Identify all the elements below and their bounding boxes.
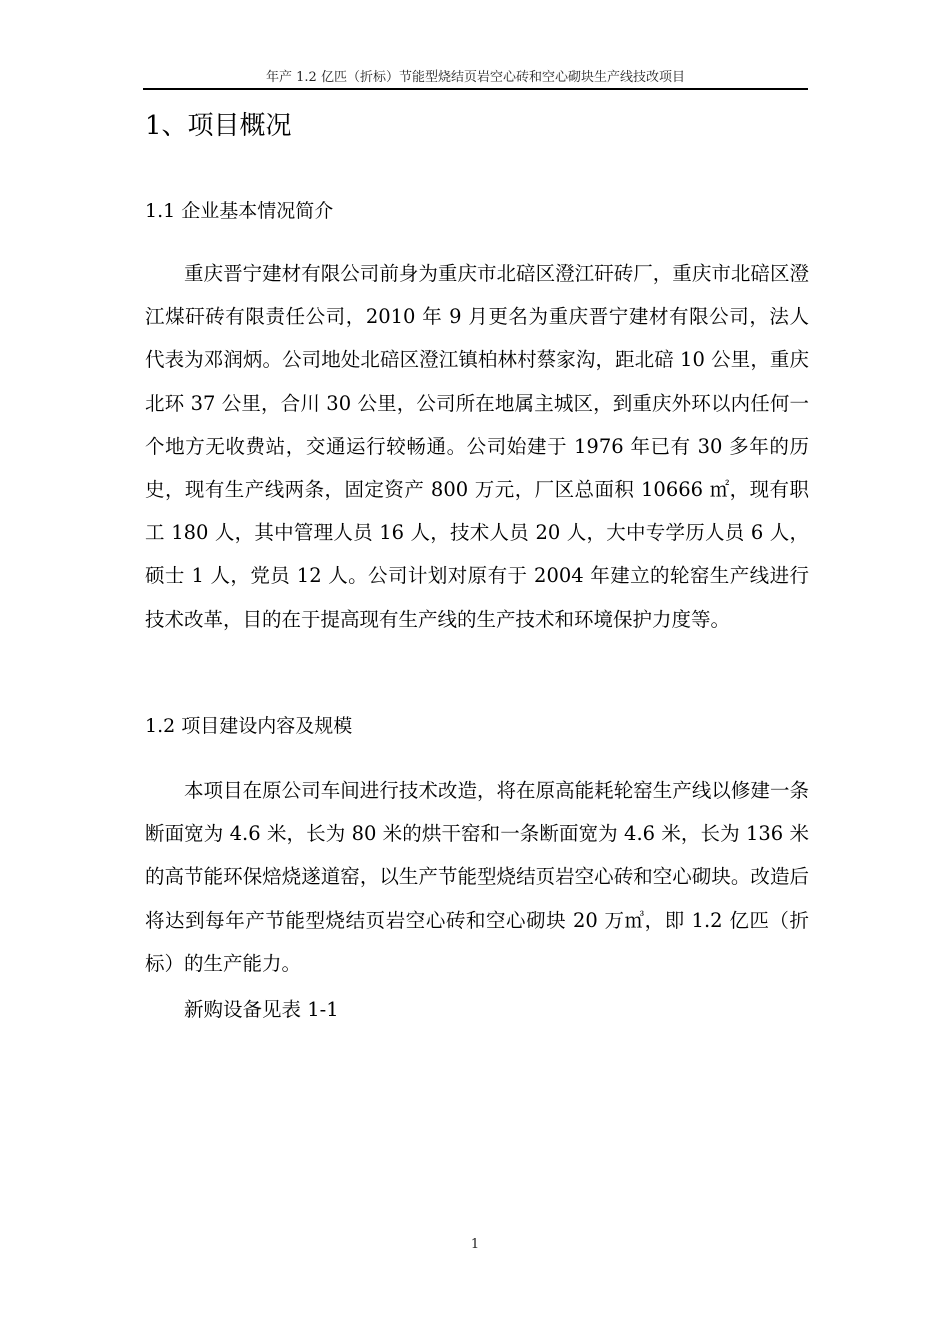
equipment-reference-paragraph: 新购设备见表 1-1	[184, 998, 339, 1021]
running-header: 年产 1.2 亿匹（折标）节能型烧结页岩空心砖和空心砌块生产线技改项目	[266, 70, 685, 85]
page-number: 1	[470, 1237, 480, 1252]
header-rule	[143, 88, 808, 90]
company-intro-paragraph: 重庆晋宁建材有限公司前身为重庆市北碚区澄江矸砖厂，重庆市北碚区澄江煤矸砖有限责任公司，2010 年 9 月更名为重庆晋宁建材有限公司，法人代表为邓润炳。公司地处北碚区澄江镇柏林村蔡家沟，距北碚 10 公里，重庆北环 37 公里，合川 30 公里，公司所在地属主城区，到重庆外环以内任何一个地方无收费站，交通运行较畅通。公司始建于 1976 年已有 30 多年的历史，现有生产线两条，固定资产 800 万元，厂区总面积 10666 ㎡，现有职工 180 人，其中管理人员 16 人，技术人员 20 人，大中专学历人员 6 人，硕士 1 人，党员 12 人。公司计划对原有于 2004 年建立的轮窑生产线进行技术改革，目的在于提高现有生产线的生产技术和环境保护力度等。	[145, 262, 809, 631]
section-title: 1、项目概况	[145, 111, 292, 141]
subsection-title-1-1: 1.1 企业基本情况简介	[145, 200, 334, 222]
subsection-title-1-2: 1.2 项目建设内容及规模	[145, 715, 353, 737]
project-scope-paragraph: 本项目在原公司车间进行技术改造，将在原高能耗轮窑生产线以修建一条断面宽为 4.6 米，长为 80 米的烘干窑和一条断面宽为 4.6 米，长为 136 米的高节能环保焙烧遂道窑，以生产节能型烧结页岩空心砖和空心砌块。改造后将达到每年产节能型烧结页岩空心砖和空心砌块 20 万㎥，即 1.2 亿匹（折标）的生产能力。	[145, 779, 809, 975]
